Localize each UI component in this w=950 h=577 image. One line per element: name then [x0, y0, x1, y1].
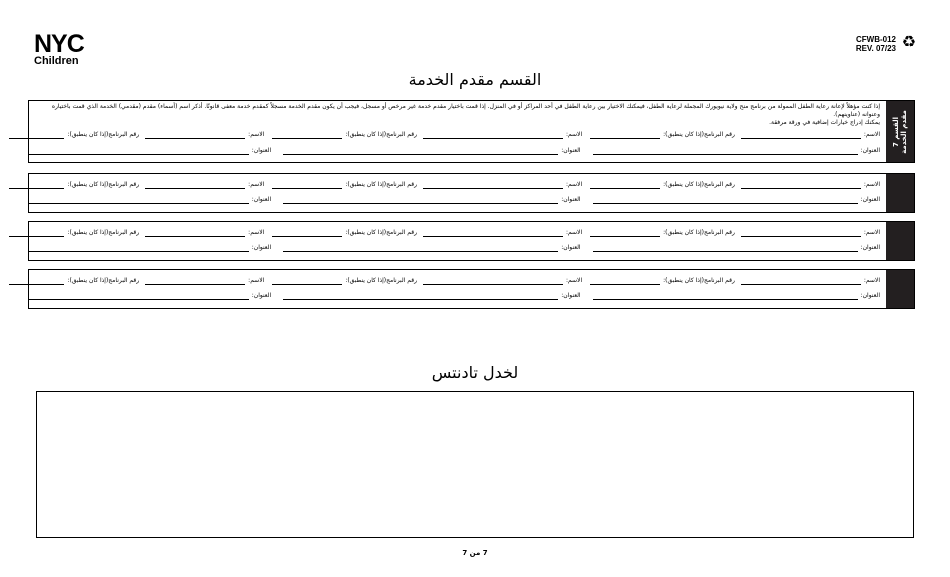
section-tab	[886, 222, 914, 260]
program-label: رقم البرنامج(إذا كان ينطبق):	[345, 131, 418, 138]
program-label: رقم البرنامج(إذا كان ينطبق):	[67, 181, 140, 188]
provider-8-address-field[interactable]	[283, 251, 558, 252]
provider-11-name-field[interactable]	[423, 284, 563, 285]
page-number: 7 من 7	[462, 549, 488, 557]
name-label: الاسم:	[863, 131, 880, 138]
address-label: العنوان:	[860, 196, 880, 203]
provider-12-name-field[interactable]	[145, 284, 245, 285]
provider-8-name-field[interactable]	[423, 236, 563, 237]
provider-5-address-field[interactable]	[283, 203, 558, 204]
provider-6-address-field[interactable]	[29, 203, 249, 204]
provider-1-address-field[interactable]	[593, 154, 858, 155]
provider-7-name-field[interactable]	[741, 236, 861, 237]
provider-block-1	[28, 100, 915, 163]
provider-6-program-field[interactable]	[9, 188, 64, 189]
recycle-icon: ♻	[901, 32, 916, 51]
logo-mark: NYC	[34, 30, 84, 58]
provider-2-address-field[interactable]	[283, 154, 558, 155]
provider-4-program-field[interactable]	[590, 188, 660, 189]
program-label: رقم البرنامج(إذا كان ينطبق):	[663, 229, 735, 236]
section-tab	[886, 270, 914, 308]
name-label: الاسم:	[863, 181, 880, 188]
provider-2-program-field[interactable]	[272, 138, 342, 139]
address-label: العنوان:	[561, 147, 581, 154]
form-number: CFWB-012	[855, 35, 896, 44]
provider-9-address-field[interactable]	[29, 251, 249, 252]
program-label: رقم البرنامج(إذا كان ينطبق):	[67, 131, 140, 138]
provider-address-row	[35, 290, 880, 300]
address-label: العنوان:	[251, 244, 272, 251]
program-label: رقم البرنامج(إذا كان ينطبق):	[663, 131, 735, 138]
provider-4-name-field[interactable]	[741, 188, 861, 189]
provider-8-program-field[interactable]	[272, 236, 342, 237]
address-label: العنوان:	[251, 196, 272, 203]
logo-subtext: Children	[34, 55, 79, 67]
program-label: رقم البرنامج(إذا كان ينطبق):	[663, 181, 735, 188]
address-label: العنوان:	[561, 196, 581, 203]
address-label: العنوان:	[561, 244, 581, 251]
provider-3-address-field[interactable]	[29, 154, 249, 155]
provider-5-name-field[interactable]	[423, 188, 563, 189]
provider-name-row	[35, 129, 880, 139]
name-label: الاسم:	[248, 181, 265, 188]
program-label: رقم البرنامج(إذا كان ينطبق):	[67, 229, 140, 236]
provider-block-2	[28, 173, 915, 213]
name-label: الاسم:	[566, 181, 583, 188]
program-label: رقم البرنامج(إذا كان ينطبق):	[345, 181, 418, 188]
provider-11-program-field[interactable]	[272, 284, 342, 285]
program-label: رقم البرنامج(إذا كان ينطبق):	[67, 277, 140, 284]
provider-block-3	[28, 221, 915, 261]
provider-10-name-field[interactable]	[741, 284, 861, 285]
provider-12-address-field[interactable]	[29, 299, 249, 300]
provider-address-row	[35, 242, 880, 252]
name-label: الاسم:	[863, 277, 880, 284]
name-label: الاسم:	[248, 229, 265, 236]
provider-block-4	[28, 269, 915, 309]
name-label: الاسم:	[566, 277, 583, 284]
notes-section-title: لخدل تادنتس	[431, 363, 519, 382]
program-label: رقم البرنامج(إذا كان ينطبق):	[663, 277, 735, 284]
nyc-children-logo	[34, 30, 96, 67]
section-instructions: إذا كنت مؤهلاً لإعانة رعاية الطفل الممولة من برنامج منح ولاية نيويورك المجملة لرعاية الطفل، فيمكنك الاختيار بين رعاية الطفل في أحد المراكز أو في المنزل. إذا قمت باختيار مقدم خدمة غير مرخص أو مسجل، فيجب أن يكون مقدم الخدمة مسجلاً كمقدم خدمة معفى قانونًا. أذكر اسم (أسماء) مقدم (مقدمي) الخدمة الذي قمت باختياره وعنوانه (عناوينهم). يمكنك إدراج خيارات إضافية في ورقة مرفقة.	[51, 103, 880, 126]
address-label: العنوان:	[860, 292, 880, 299]
provider-1-name-field[interactable]	[741, 138, 861, 139]
program-label: رقم البرنامج(إذا كان ينطبق):	[345, 277, 418, 284]
name-label: الاسم:	[863, 229, 880, 236]
section-tab	[886, 101, 914, 162]
address-label: العنوان:	[860, 147, 880, 154]
name-label: الاسم:	[566, 131, 583, 138]
provider-10-program-field[interactable]	[590, 284, 660, 285]
program-label: رقم البرنامج(إذا كان ينطبق):	[345, 229, 418, 236]
provider-11-address-field[interactable]	[283, 299, 558, 300]
provider-10-address-field[interactable]	[593, 299, 858, 300]
provider-1-program-field[interactable]	[590, 138, 660, 139]
provider-section-title: القسم مقدم الخدمة	[408, 70, 542, 89]
provider-6-name-field[interactable]	[145, 188, 245, 189]
provider-3-name-field[interactable]	[145, 138, 245, 139]
name-label: الاسم:	[248, 277, 265, 284]
address-label: العنوان:	[251, 292, 272, 299]
provider-7-program-field[interactable]	[590, 236, 660, 237]
provider-address-row	[35, 194, 880, 204]
address-label: العنوان:	[561, 292, 581, 299]
provider-name-row	[35, 179, 880, 189]
provider-name-row	[35, 275, 880, 285]
provider-4-address-field[interactable]	[593, 203, 858, 204]
form-revision: REV. 07/23	[855, 44, 896, 53]
provider-9-name-field[interactable]	[145, 236, 245, 237]
name-label: الاسم:	[566, 229, 583, 236]
provider-5-program-field[interactable]	[272, 188, 342, 189]
provider-3-program-field[interactable]	[9, 138, 64, 139]
form-code	[856, 35, 896, 53]
provider-name-row	[35, 227, 880, 237]
address-label: العنوان:	[860, 244, 880, 251]
section-tab-label: القسم 7 مقدم الخدمة	[892, 109, 908, 154]
provider-address-row	[35, 145, 880, 155]
provider-12-program-field[interactable]	[9, 284, 64, 285]
provider-9-program-field[interactable]	[9, 236, 64, 237]
section-tab	[886, 174, 914, 212]
provider-7-address-field[interactable]	[593, 251, 858, 252]
address-label: العنوان:	[251, 147, 272, 154]
notes-textarea[interactable]	[36, 391, 914, 538]
name-label: الاسم:	[248, 131, 265, 138]
provider-2-name-field[interactable]	[423, 138, 563, 139]
